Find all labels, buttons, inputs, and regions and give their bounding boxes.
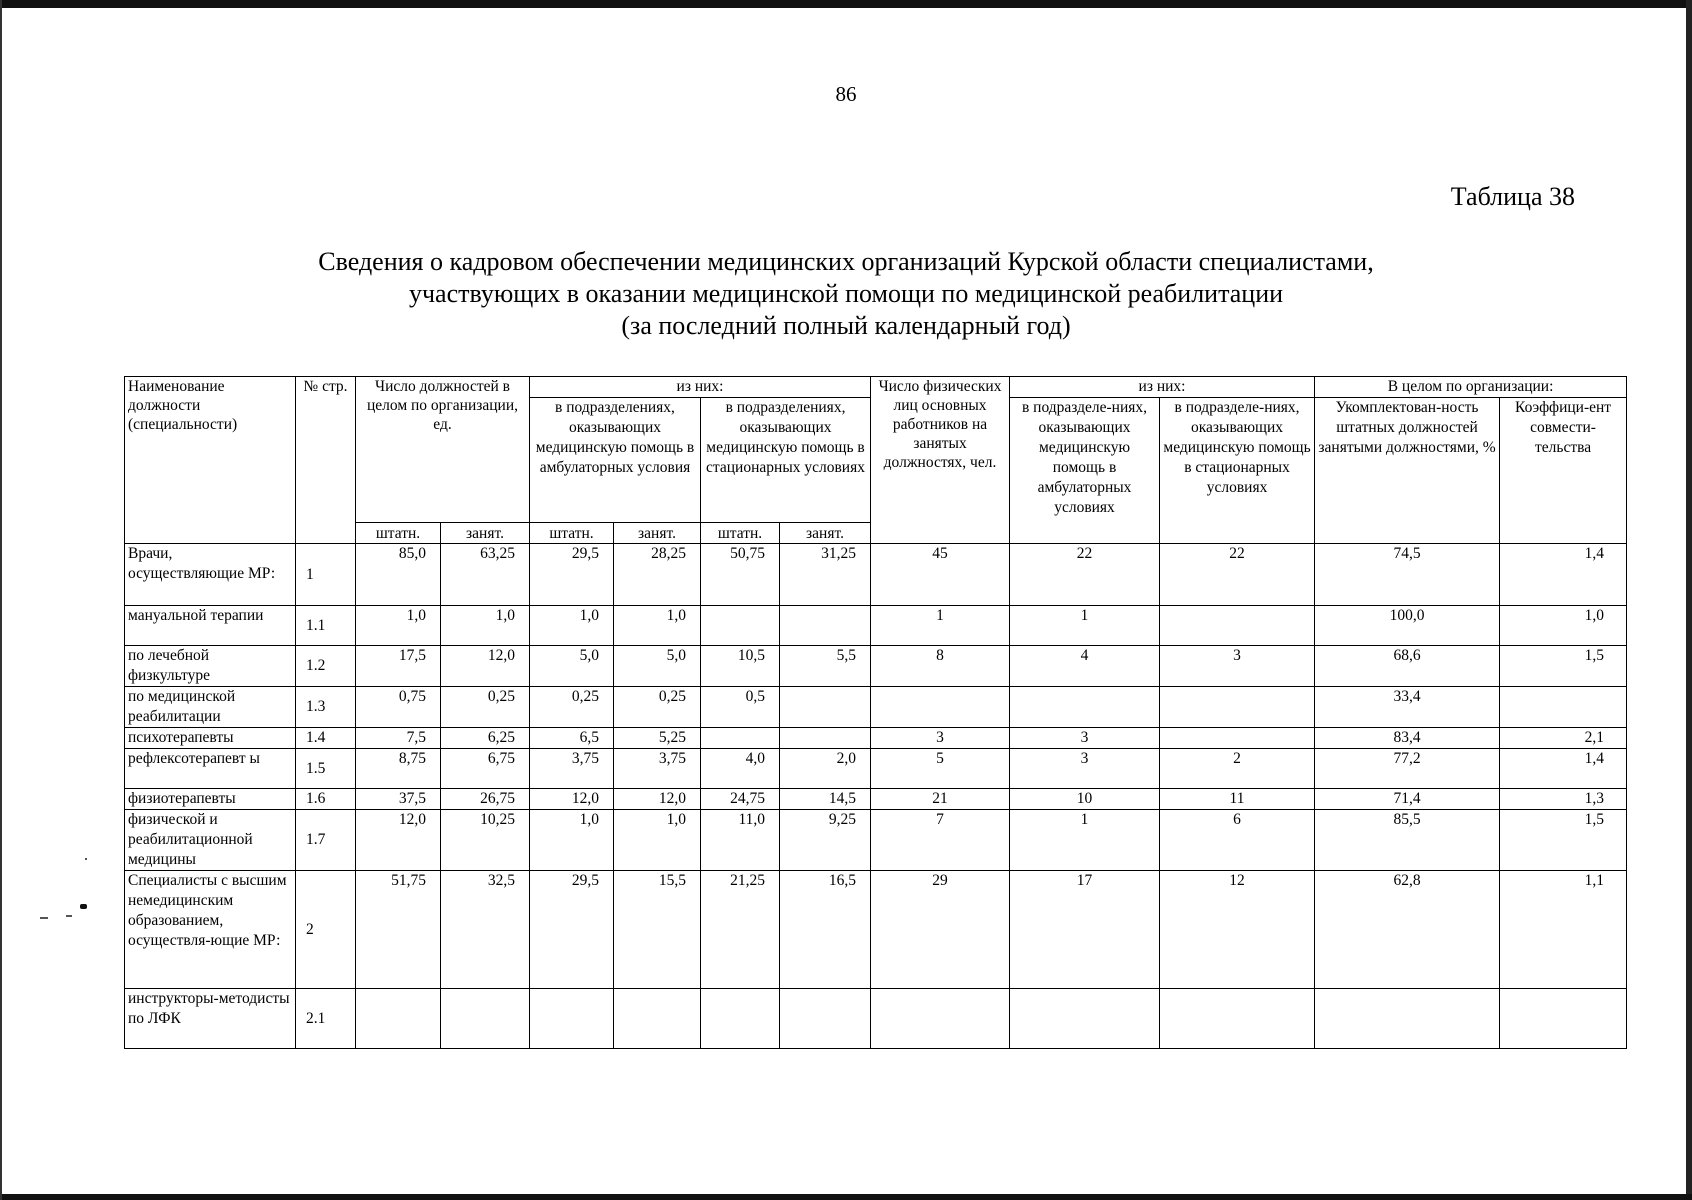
table-body [125,544,1627,1049]
table-row [125,606,1627,646]
value-cell: 6,5 [530,728,614,749]
value-cell [871,989,1010,1049]
value-cell: 22 [1010,544,1160,606]
value-cell: 1,3 [1500,789,1627,810]
header-occupied-unit: занят. [614,523,701,544]
value-cell: 85,0 [356,544,441,606]
value-cell: 2,1 [1500,728,1627,749]
header-row-number: № стр. [296,377,356,544]
title-line: (за последний полный календарный год) [621,311,1071,340]
value-cell: 1,0 [441,606,530,646]
page-number: 86 [835,82,857,106]
table-row [125,749,1627,789]
header-staff-unit: штатн. [356,523,441,544]
row-number-cell: 1 [296,544,356,606]
value-cell: 3 [1010,728,1160,749]
value-cell: 26,75 [441,789,530,810]
table-row [125,544,1627,606]
value-cell [701,728,780,749]
table-row [125,810,1627,871]
value-cell: 71,4 [1315,789,1500,810]
position-name-cell: рефлексотерапевт ы [125,749,296,789]
scan-speck [80,904,87,909]
value-cell: 14,5 [780,789,871,810]
value-cell: 1,4 [1500,544,1627,606]
value-cell: 2 [1160,749,1315,789]
value-cell [614,989,701,1049]
value-cell: 28,25 [614,544,701,606]
position-name-cell: Врачи, осуществляющие МР: [125,544,296,606]
value-cell: 7 [871,810,1010,871]
value-cell: 29,5 [530,871,614,989]
value-cell: 37,5 [356,789,441,810]
document-title [0,246,1692,342]
value-cell: 5,0 [614,646,701,687]
value-cell [1160,989,1315,1049]
table-row [125,871,1627,989]
scan-border-bottom [0,1194,1692,1200]
value-cell: 100,0 [1315,606,1500,646]
value-cell: 5,25 [614,728,701,749]
title-line: участвующих в оказании медицинской помощи по медицинской реабилитации [408,279,1284,308]
header-staff-unit: штатн. [530,523,614,544]
value-cell [780,989,871,1049]
row-number-cell: 1.1 [296,606,356,646]
row-number-cell: 1.3 [296,687,356,728]
value-cell: 21 [871,789,1010,810]
value-cell: 77,2 [1315,749,1500,789]
value-cell: 5,5 [780,646,871,687]
value-cell: 2,0 [780,749,871,789]
value-cell: 12 [1160,871,1315,989]
value-cell: 1 [1010,810,1160,871]
value-cell [1160,687,1315,728]
staffing-table [124,376,1627,1049]
value-cell: 15,5 [614,871,701,989]
value-cell: 1,0 [614,810,701,871]
value-cell: 0,25 [441,687,530,728]
value-cell: 12,0 [530,789,614,810]
value-cell: 1,4 [1500,749,1627,789]
value-cell: 29 [871,871,1010,989]
scan-speck [66,915,72,917]
header-positions-total: Число должностей в целом по организации, ед. [356,377,530,523]
value-cell: 4,0 [701,749,780,789]
value-cell: 74,5 [1315,544,1500,606]
row-number-cell: 1.7 [296,810,356,871]
value-cell: 24,75 [701,789,780,810]
value-cell: 1,5 [1500,646,1627,687]
value-cell: 9,25 [780,810,871,871]
header-position-name: Наименование должности (специальности) [125,377,296,544]
table-row [125,789,1627,810]
value-cell [780,728,871,749]
value-cell: 3 [1010,749,1160,789]
value-cell: 5,0 [530,646,614,687]
value-cell: 11,0 [701,810,780,871]
value-cell [701,606,780,646]
row-number-cell: 2 [296,871,356,989]
position-name-cell: физической и реабилитационной медицины [125,810,296,871]
row-number-cell: 1.6 [296,789,356,810]
value-cell: 5 [871,749,1010,789]
value-cell: 51,75 [356,871,441,989]
value-cell: 6,75 [441,749,530,789]
value-cell [1500,687,1627,728]
value-cell: 0,75 [356,687,441,728]
value-cell: 1 [871,606,1010,646]
value-cell [701,989,780,1049]
position-name-cell: инструкторы-методисты по ЛФК [125,989,296,1049]
value-cell: 4 [1010,646,1160,687]
table-row [125,728,1627,749]
value-cell: 6,25 [441,728,530,749]
table-row [125,989,1627,1049]
header-inpatient-individuals: в подразделе-ниях, оказывающих медицинскую помощь в стационарных условиях [1160,398,1315,544]
value-cell: 85,5 [1315,810,1500,871]
row-number-cell: 1.5 [296,749,356,789]
title-line: Сведения о кадровом обеспечении медицинских организаций Курской области специалистами, [318,247,1374,276]
scan-speck [85,858,87,860]
value-cell: 29,5 [530,544,614,606]
value-cell [1010,687,1160,728]
header-occupied-unit: занят. [780,523,871,544]
value-cell: 22 [1160,544,1315,606]
table-row [125,687,1627,728]
value-cell: 10,5 [701,646,780,687]
value-cell: 3 [1160,646,1315,687]
header-ambulatory: в подразделениях, оказывающих медицинскую помощь в амбулаторных условия [530,398,701,523]
value-cell: 33,4 [1315,687,1500,728]
value-cell [1010,989,1160,1049]
value-cell: 63,25 [441,544,530,606]
value-cell: 7,5 [356,728,441,749]
value-cell: 8 [871,646,1010,687]
value-cell: 50,75 [701,544,780,606]
position-name-cell: мануальной терапии [125,606,296,646]
value-cell [356,989,441,1049]
header-staff-unit: штатн. [701,523,780,544]
row-number-cell: 2.1 [296,989,356,1049]
value-cell: 1,0 [1500,606,1627,646]
position-name-cell: по лечебной физкультуре [125,646,296,687]
value-cell: 21,25 [701,871,780,989]
value-cell: 32,5 [441,871,530,989]
header-org-total: В целом по организации: [1315,377,1627,398]
position-name-cell: физиотерапевты [125,789,296,810]
value-cell [780,687,871,728]
value-cell: 3,75 [530,749,614,789]
value-cell [1315,989,1500,1049]
value-cell [1160,728,1315,749]
value-cell: 1 [1010,606,1160,646]
header-occupied-unit: занят. [441,523,530,544]
value-cell: 0,25 [530,687,614,728]
value-cell [871,687,1010,728]
scan-border-left [0,0,2,1200]
value-cell: 6 [1160,810,1315,871]
header-staffing-percent: Укомплектован-ность штатных должностей занятыми должностями, % [1315,398,1500,544]
scan-border-right [1686,0,1692,1200]
header-individuals: Число физических лиц основных работников на занятых должностях, чел. [871,377,1010,544]
value-cell: 3 [871,728,1010,749]
value-cell: 11 [1160,789,1315,810]
value-cell: 10,25 [441,810,530,871]
value-cell: 17,5 [356,646,441,687]
value-cell: 12,0 [441,646,530,687]
value-cell [780,606,871,646]
value-cell: 3,75 [614,749,701,789]
value-cell: 83,4 [1315,728,1500,749]
value-cell [1500,989,1627,1049]
table-number: Таблица 38 [1450,182,1575,211]
table-row [125,646,1627,687]
value-cell: 1,0 [530,810,614,871]
value-cell: 31,25 [780,544,871,606]
value-cell: 62,8 [1315,871,1500,989]
position-name-cell: по медицинской реабилитации [125,687,296,728]
value-cell: 12,0 [614,789,701,810]
value-cell: 1,5 [1500,810,1627,871]
value-cell: 45 [871,544,1010,606]
value-cell [441,989,530,1049]
value-cell [1160,606,1315,646]
value-cell: 17 [1010,871,1160,989]
value-cell: 10 [1010,789,1160,810]
header-ambulatory-individuals: в подразделе-ниях, оказывающих медицинскую помощь в амбулаторных условиях [1010,398,1160,544]
header-of-them: из них: [1010,377,1315,398]
header-of-them: из них: [530,377,871,398]
value-cell: 1,1 [1500,871,1627,989]
header-inpatient: в подразделениях, оказывающих медицинскую помощь в стационарных условиях [701,398,871,523]
value-cell [530,989,614,1049]
row-number-cell: 1.4 [296,728,356,749]
value-cell: 8,75 [356,749,441,789]
value-cell: 16,5 [780,871,871,989]
scan-speck [40,917,48,919]
value-cell: 0,5 [701,687,780,728]
header-coefficient: Коэффици-ент совмести-тельства [1500,398,1627,544]
scan-border-top [0,0,1692,8]
position-name-cell: психотерапевты [125,728,296,749]
value-cell: 68,6 [1315,646,1500,687]
value-cell: 1,0 [614,606,701,646]
value-cell: 12,0 [356,810,441,871]
position-name-cell: Специалисты с высшим немедицинским образованием, осуществля-ющие МР: [125,871,296,989]
row-number-cell: 1.2 [296,646,356,687]
value-cell: 1,0 [356,606,441,646]
value-cell: 0,25 [614,687,701,728]
value-cell: 1,0 [530,606,614,646]
